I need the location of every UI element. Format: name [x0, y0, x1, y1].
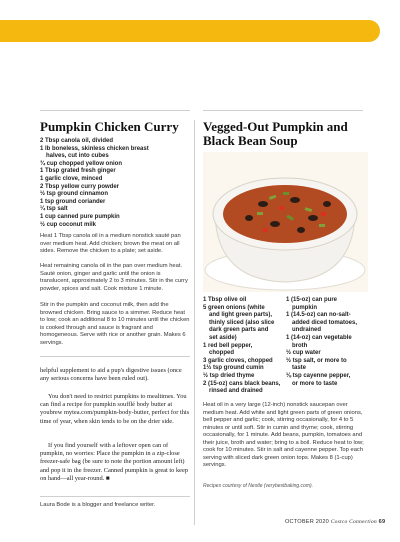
header-tab-bar: [0, 20, 380, 42]
curry-step-paragraph: Heat remaining canola oil in the pan over medium heat. Sauté onion, ginger and garlic until the onion is translucent, approximately 2 to 3 minutes. Stir in the curry powder, spices and salt. Cook mixture 1 minute.: [40, 263, 188, 292]
ingredient-item: 1 (14.5-oz) can no-salt-: [286, 312, 351, 319]
ingredient-item: 1 Tbsp grated fresh ginger: [40, 168, 116, 175]
ingredient-item: 2 Tbsp canola oil, divided: [40, 138, 114, 144]
ingredient-item: dark green parts and: [209, 327, 269, 334]
ingredient-item: 1 cup canned pure pumpkin: [40, 213, 120, 220]
footer-page-number: 69: [378, 519, 386, 525]
ingredient-item: rinsed and drained: [209, 388, 263, 395]
page-footer: [285, 519, 385, 525]
recipe-title-soup: Vegged-Out Pumpkin and Black Bean Soup: [203, 119, 348, 148]
curry-ingredient-list: [40, 138, 195, 229]
soup-directions: Heat oil in a very large (12-inch) nonstick saucepan over medium heat. Add white and light green parts of green onions, bell pepper and garlic; cook, stirring occasionally, for 4 to 5 minutes or until soft. Stir in cumin and thyme; cook, stirring occasionally, for 1 minute. Add beans, pumpkin, tomatoes and their juice, broth and water; bring to a boil. Reduce heat to low; cook for 10 minutes. Stir in salt and cayenne pepper. Top each serving with sliced dark green onion tops. Makes 8 (1-cup) servings.: [203, 402, 364, 468]
ingredient-item: taste: [292, 365, 307, 372]
left-top-rule: [40, 110, 190, 111]
ingredient-item: 1 Tbsp olive oil: [203, 297, 247, 303]
ingredient-item: 1 lb boneless, skinless chicken breast: [40, 145, 149, 152]
article-paragraph: If you find yourself with a leftover open can of pumpkin, no worries: Place the pumpkin in a zip-close freezer-safe bag (be sure to note the portion amount left) and pop it in the freezer. Canned pumpkin is great to keep on hand—all year-round. ■: [40, 442, 189, 482]
ingredient-item: 1 (15-oz) can pure: [286, 297, 338, 303]
footer-month: OCTOBER 2020: [285, 519, 329, 525]
article-paragraph: You don't need to restrict pumpkins to mealtimes. You can find a recipe for pumpkin soufflé body butter at youbrew mytea.com/pumpkin-body-butter, perfect for this time of year, when skin tends to be on the drier side.: [40, 393, 190, 425]
ingredient-item: ¾ cup chopped yellow onion: [40, 160, 123, 167]
ingredient-item: broth: [292, 342, 308, 349]
bio-rule: [40, 496, 190, 497]
ingredient-item: 2 (15-oz) cans black beans,: [203, 380, 281, 387]
ingredient-item: ½ tsp salt, or more to: [286, 357, 347, 364]
ingredient-item: 1 tsp ground coriander: [40, 198, 106, 205]
author-bio: Laura Bode is a blogger and freelance writer.: [40, 502, 156, 508]
recipe-credit: Recipes courtesy of Nestle (verybestbaking.com).: [203, 483, 314, 489]
recipe-title-curry: Pumpkin Chicken Curry: [40, 119, 179, 134]
left-mid-rule: [40, 356, 190, 357]
curry-step-paragraph: Stir in the pumpkin and coconut milk, then add the browned chicken. Bring sauce to a simmer. Reduce heat to low; cook an additional 8 to 10 minutes until the chicken is cooked through and sauce is fragrant and homogeneous. Serve with rice or another grain. Makes 6 servings.: [40, 302, 190, 346]
footer-magazine: Costco Connection: [330, 519, 377, 525]
curry-step-paragraph: Heat 1 Tbsp canola oil in a medium nonstick sauté pan over medium heat. Add chicken; brown the meat on all sides. Remove the chicken to a plate; set aside.: [40, 233, 181, 254]
article-paragraph: helpful supplement to aid a pup's digestive issues (once any serious concerns have been ruled out).: [40, 367, 182, 383]
ingredient-item: pumpkin: [292, 304, 317, 311]
ingredient-item: ½ tsp dried thyme: [203, 372, 255, 379]
ingredient-item: halves, cut into cubes: [46, 153, 109, 160]
column-divider: [194, 120, 195, 525]
ingredient-item: set aside): [209, 334, 237, 341]
soup-ingredient-list-right: [286, 297, 368, 388]
ingredient-item: added diced tomatoes,: [292, 319, 358, 326]
ingredient-item: ⅛ tsp cayenne pepper,: [286, 372, 351, 379]
ingredient-item: chopped: [209, 350, 234, 357]
soup-ingredient-list-left: [203, 297, 285, 396]
ingredient-item: 1 garlic clove, minced: [40, 175, 103, 182]
ingredient-item: thinly sliced (also slice: [209, 319, 275, 326]
ingredient-item: ½ cup coconut milk: [40, 221, 97, 228]
ingredient-item: 1 (14-oz) can vegetable: [286, 334, 352, 341]
right-top-rule: [203, 110, 363, 111]
ingredient-item: 5 green onions (white: [203, 304, 265, 311]
ingredient-item: and light green parts),: [209, 312, 273, 319]
ingredient-item: ½ cup water: [286, 350, 321, 357]
soup-bowl-photo: [203, 152, 368, 292]
ingredient-item: undrained: [292, 327, 322, 334]
ingredient-item: or more to taste: [292, 380, 338, 387]
ingredient-item: 2 Tbsp yellow curry powder: [40, 183, 120, 190]
ingredient-item: 1 red bell pepper,: [203, 342, 253, 349]
ingredient-item: 1½ tsp ground cumin: [203, 365, 264, 372]
ingredient-item: ½ tsp ground cinnamon: [40, 191, 109, 198]
ingredient-item: 3 garlic cloves, chopped: [203, 357, 273, 364]
ingredient-item: ¼ tsp salt: [40, 206, 68, 213]
